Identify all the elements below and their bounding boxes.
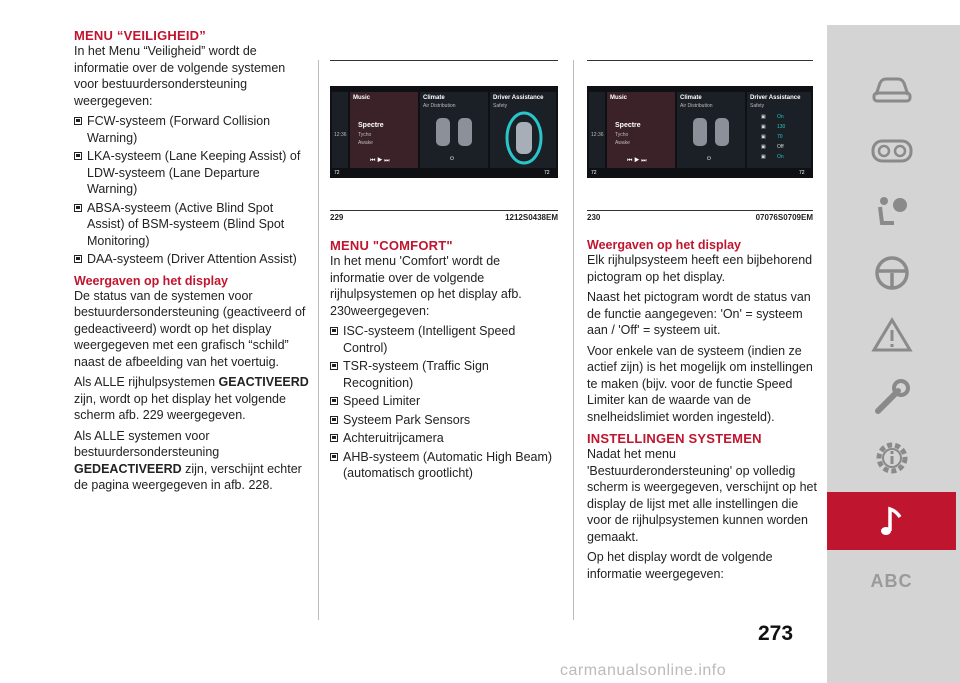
figure-229-display: 12:36 Music Spectre Tycho Awake ⏮ ▶ ⏭ Climate Air Distribution ⏻ Driver Assistance Safety 72 72 bbox=[330, 86, 558, 178]
section-heading: MENU "COMFORT" bbox=[330, 238, 453, 253]
paragraph: Nadat het menu 'Bestuurderondersteuning' op volledig scherm is weergegeven, verschijnt op het display de lijst met alle instellingen die voor de rijhulpsystemen kunnen worden gemaakt. bbox=[587, 447, 817, 544]
bullet-icon bbox=[74, 255, 82, 263]
column-divider bbox=[318, 60, 319, 620]
figure-bottom-rule bbox=[587, 210, 813, 211]
list-item: Achteruitrijcamera bbox=[330, 430, 558, 447]
play-controls-icon: ⏮ ▶ ⏭ bbox=[627, 158, 647, 164]
airbag-seat-icon[interactable] bbox=[827, 183, 956, 239]
list-item: Speed Limiter bbox=[330, 393, 558, 410]
list-item: FCW-systeem (Forward Collision Warning) bbox=[74, 113, 310, 146]
column-divider bbox=[573, 60, 574, 620]
figure-number: 230 bbox=[587, 213, 601, 222]
column-display-settings bbox=[587, 238, 817, 586]
dashboard-gauges-icon[interactable] bbox=[827, 123, 956, 179]
figure-number: 229 bbox=[330, 213, 344, 222]
status-strip: 12:36 bbox=[332, 92, 348, 168]
bullet-icon bbox=[330, 416, 338, 424]
bullet-icon bbox=[330, 327, 338, 335]
driver-assistance-panel: Driver Assistance Safety On 130 70 Off On ▣ ▣ ▣ ▣ ▣ bbox=[747, 92, 811, 168]
assist-icon: ▣ bbox=[761, 134, 766, 140]
bullet-icon bbox=[74, 152, 82, 160]
climate-panel: Climate Air Distribution ⏻ bbox=[420, 92, 488, 168]
column-safety-menu bbox=[74, 28, 310, 498]
bullet-icon bbox=[330, 362, 338, 370]
subheading: Weergaven op het display bbox=[587, 238, 741, 252]
wrench-icon[interactable] bbox=[827, 369, 956, 425]
power-icon: ⏻ bbox=[707, 156, 711, 162]
figure-code: 1212S0438EM bbox=[505, 213, 558, 222]
assist-icon: ▣ bbox=[761, 114, 766, 120]
list-item: LKA-systeem (Lane Keeping Assist) of LDW-systeem (Lane Departure Warning) bbox=[74, 148, 310, 198]
list-item: TSR-systeem (Traffic Sign Recognition) bbox=[330, 358, 558, 391]
bullet-icon bbox=[74, 204, 82, 212]
music-panel: Music Spectre Tycho Awake ⏮ ▶ ⏭ bbox=[350, 92, 418, 168]
figure-top-rule bbox=[330, 60, 558, 61]
assist-icon: ▣ bbox=[761, 154, 766, 160]
play-controls-icon: ⏮ ▶ ⏭ bbox=[370, 158, 390, 164]
car-icon[interactable] bbox=[827, 61, 956, 117]
list-item: DAA-systeem (Driver Attention Assist) bbox=[74, 251, 310, 268]
intro-paragraph: In het menu 'Comfort' wordt de informatie over de volgende rijhulpsystemen op het display afb. 230weergegeven: bbox=[330, 254, 522, 318]
figure-top-rule bbox=[587, 60, 813, 61]
driver-assistance-panel: Driver Assistance Safety bbox=[490, 92, 556, 168]
page-number: 273 bbox=[758, 622, 794, 645]
bullet-icon bbox=[330, 453, 338, 461]
assist-icon: ▣ bbox=[761, 144, 766, 150]
paragraph: Als ALLE systemen voor bestuurdersondersteuning GEDEACTIVEERD zijn, verschijnt echter de pagina weergegeven in afb. 228. bbox=[74, 428, 302, 492]
section-heading: MENU “VEILIGHEID” bbox=[74, 28, 206, 43]
paragraph: Naast het pictogram wordt de status van de functie aangegeven: 'On' = systeem aan / 'Off' = systeem uit. bbox=[587, 290, 811, 337]
gear-info-icon[interactable] bbox=[827, 430, 956, 486]
bullet-icon bbox=[330, 434, 338, 442]
list-item: ISC-systeem (Intelligent Speed Control) bbox=[330, 323, 558, 356]
list-item: ABSA-systeem (Active Blind Spot Assist) of BSM-systeem (Blind Spot Monitoring) bbox=[74, 200, 310, 250]
paragraph: Als ALLE rijhulpsystemen GEACTIVEERD zijn, wordt op het display het volgende scherm afb. 229 weergegeven. bbox=[74, 375, 309, 422]
climate-panel: Climate Air Distribution ⏻ bbox=[677, 92, 745, 168]
warning-triangle-icon[interactable] bbox=[827, 307, 956, 363]
figure-bottom-rule bbox=[330, 210, 558, 211]
list-item: Systeem Park Sensors bbox=[330, 412, 558, 429]
steering-wheel-icon[interactable] bbox=[827, 245, 956, 301]
paragraph: Op het display wordt de volgende informatie weergegeven: bbox=[587, 550, 773, 581]
power-icon: ⏻ bbox=[450, 156, 454, 162]
music-note-icon[interactable] bbox=[827, 492, 956, 550]
status-strip: 12:36 bbox=[589, 92, 605, 168]
section-heading: INSTELLINGEN SYSTEMEN bbox=[587, 431, 762, 446]
subheading: Weergaven op het display bbox=[74, 273, 228, 288]
seats-icon bbox=[687, 114, 735, 150]
intro-paragraph: In het Menu “Veiligheid” wordt de informatie over de volgende systemen voor bestuurdersondersteuning weergegeven: bbox=[74, 44, 286, 108]
chapter-sidebar bbox=[827, 25, 960, 683]
bullet-icon bbox=[330, 397, 338, 405]
paragraph: De status van de systemen voor bestuurdersondersteuning (geactiveerd of gedeactiveerd) wordt op het display weergegeven met een grafisch “schild” naast de afbeelding van het voertuig. bbox=[74, 288, 306, 369]
paragraph: Elk rijhulpsysteem heeft een bijbehorend pictogram op het display. bbox=[587, 253, 813, 284]
bullet-icon bbox=[74, 117, 82, 125]
music-panel: Music Spectre Tycho Awake ⏮ ▶ ⏭ bbox=[607, 92, 675, 168]
list-item: AHB-systeem (Automatic High Beam) (automatisch grootlicht) bbox=[330, 449, 558, 482]
column-comfort-menu bbox=[330, 238, 558, 484]
seats-icon bbox=[430, 114, 478, 150]
figure-code: 07076S0709EM bbox=[755, 213, 813, 222]
abc-index[interactable]: ABC bbox=[870, 570, 913, 591]
figure-230-display: 12:36 Music Spectre Tycho Awake ⏮ ▶ ⏭ Climate Air Distribution ⏻ Driver Assistance Safety On 130 70 Off On ▣ ▣ ▣ ▣ ▣ 72 72 bbox=[587, 86, 813, 178]
vehicle-shield-icon bbox=[504, 110, 544, 166]
paragraph: Voor enkele van de systeem (indien ze actief zijn) is het mogelijk om instellingen te maken (bijv. voor de functie Speed Limiter kan de waarde van de snelheidslimiet worden ingesteld). bbox=[587, 343, 813, 424]
assist-icon: ▣ bbox=[761, 124, 766, 130]
watermark: carmanualsonline.info bbox=[560, 662, 727, 679]
